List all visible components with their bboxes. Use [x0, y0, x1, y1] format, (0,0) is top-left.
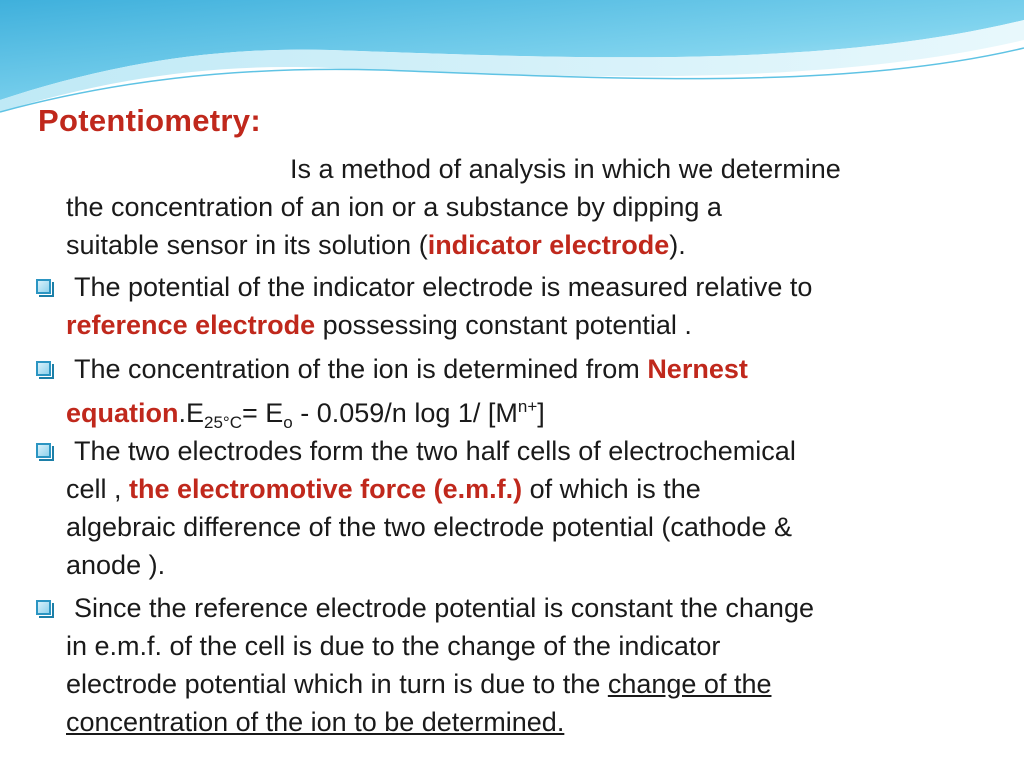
equation-end: ] [537, 398, 545, 428]
intro-line-2: the concentration of an ion or a substance by dipping a [66, 192, 722, 222]
bullet-3-text: cell , [66, 474, 130, 504]
bullet-1-line-1: The potential of the indicator electrode is measured relative to [74, 272, 813, 302]
nernest-highlight: Nernest [647, 354, 748, 384]
bullet-4-line-2: in e.m.f. of the cell is due to the change of the indicator [66, 631, 721, 661]
hollow-square-bullet-icon [36, 600, 51, 615]
hollow-square-bullet-icon [36, 361, 51, 376]
indicator-electrode-highlight: indicator electrode [427, 230, 670, 260]
intro-text: suitable sensor in its solution ( [66, 230, 428, 260]
equation-subscript-o: o [283, 413, 293, 432]
bullet-1-line-2 [66, 306, 692, 344]
bullet-3-line-1: The two electrodes form the two half cells of electrochemical [74, 436, 796, 466]
reference-electrode-highlight: reference electrode [66, 310, 316, 340]
bullet-3-text-end: of which is the [522, 474, 701, 504]
bullet-4-line-3 [66, 665, 771, 703]
emf-highlight: the electromotive force (e.m.f.) [129, 474, 523, 504]
intro-line-3 [66, 226, 686, 264]
bullet-1-text: possessing constant potential . [315, 310, 692, 340]
equation-superscript: n+ [517, 397, 538, 416]
equation-e: .E [178, 398, 205, 428]
equation-subscript-temp: 25°C [204, 413, 242, 432]
bullet-2-text: The concentration of the ion is determined from [74, 354, 648, 384]
intro-line-1: Is a method of analysis in which we determine [290, 154, 841, 184]
bullet-3-line-4: anode ). [66, 550, 166, 580]
hollow-square-bullet-icon [36, 279, 51, 294]
equation-rest: - 0.059/n log 1/ [M [292, 398, 518, 428]
bullet-4-line-1: Since the reference electrode potential is constant the change [74, 593, 814, 623]
bullet-3-line-2 [66, 470, 701, 508]
slide-title: Potentiometry: [38, 103, 261, 138]
bullet-4-line-4 [66, 703, 564, 741]
underlined-conclusion-end: concentration of the ion to be determined. [66, 707, 565, 737]
hollow-square-bullet-icon [36, 443, 51, 458]
equation-highlight: equation [66, 398, 179, 428]
bullet-4-text: electrode potential which in turn is due to the [66, 669, 608, 699]
bullet-2-line-1 [74, 350, 748, 388]
underlined-conclusion-start: change of the [607, 669, 772, 699]
intro-text-end: ). [669, 230, 686, 260]
bullet-3-line-3: algebraic difference of the two electrode potential (cathode & [66, 512, 792, 542]
equation-equals: = E [242, 398, 284, 428]
